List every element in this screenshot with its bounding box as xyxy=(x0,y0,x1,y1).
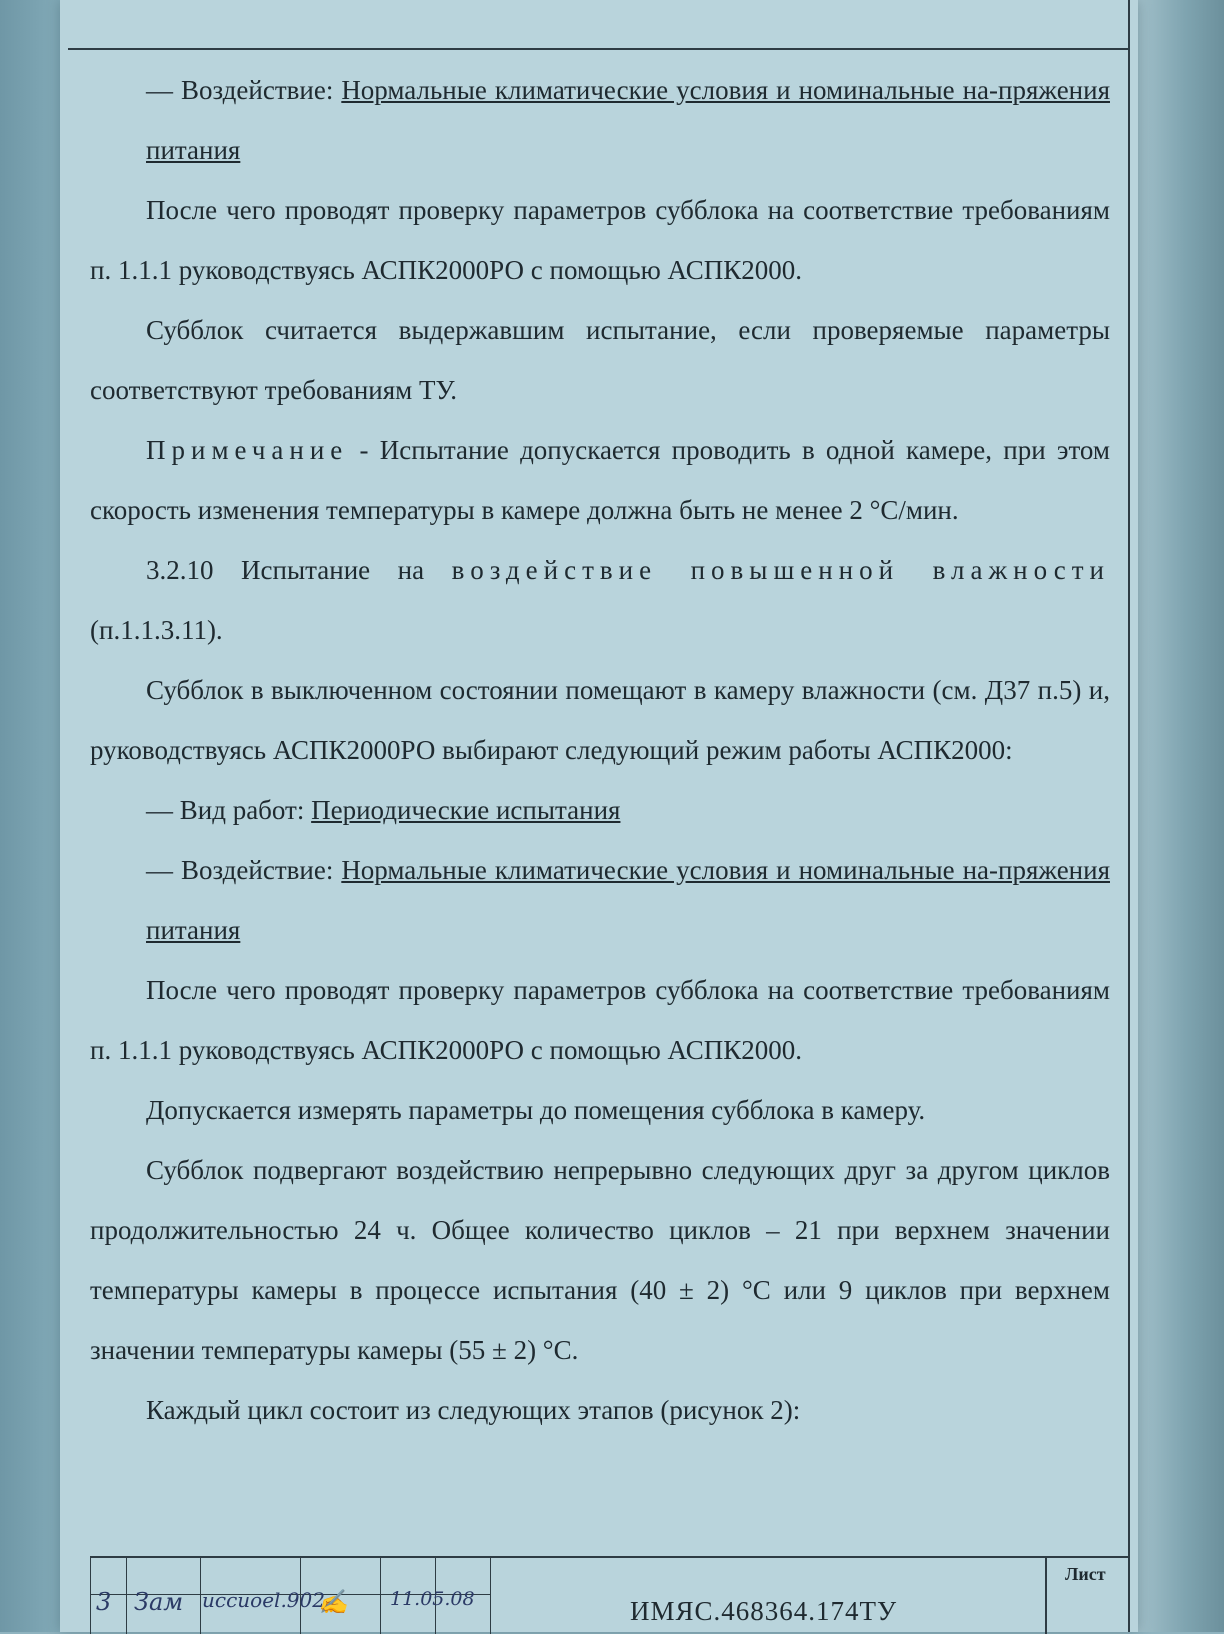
section-heading-3-2-10 xyxy=(90,540,1110,660)
signature: ✍ xyxy=(318,1588,348,1616)
revision-number: 3 xyxy=(96,1588,112,1616)
paragraph-cycle-stages: Каждый цикл состоит из следующих этапов (рисунок 2): xyxy=(146,1395,801,1425)
impact-item-2: — Воздействие: Нормальные климатические условия и номинальные на-пряжения питания xyxy=(146,855,1110,945)
paragraph-passed: Субблок считается выдержавшим испытание, если проверяемые параметры соответствуют требованиям ТУ. xyxy=(90,315,1110,405)
sheet-label: Лист xyxy=(1065,1564,1106,1584)
dash: — xyxy=(146,75,173,105)
note-text: - Испытание допускается проводить в одной камере, при этом скорость изменения температуры в камере должна быть не менее 2 °С/мин. xyxy=(90,435,1110,525)
impact-label: Воздействие: xyxy=(181,75,342,105)
work-type-value: Периодические испытания xyxy=(311,795,621,825)
impact-label-2: Воздействие: xyxy=(181,855,342,885)
impact-value: Нормальные климатические условия и номинальные на-пряжения питания xyxy=(146,75,1110,165)
paragraph-check-1: После чего проводят проверку параметров субблока на соответствие требованиям п. 1.1.1 руководствуясь АСПК2000РО с помощью АСПК2000. xyxy=(90,195,1110,285)
sheet-box xyxy=(1045,1558,1132,1634)
title-block xyxy=(90,1556,1130,1634)
impact-value-2: Нормальные климатические условия и номинальные на-пряжения питания xyxy=(146,855,1110,945)
document-body xyxy=(90,60,1110,1440)
paragraph-cycles: Субблок подвергают воздействию непрерывно следующих друг за другом циклов продолжительностью 24 ч. Общее количество циклов – 21 при верхнем значении температуры камеры в процессе испытания (40 ± 2) °С или 9 циклов при верхнем значении температуры камеры (55 ± 2) °С. xyxy=(90,1155,1110,1365)
section-number: 3.2.10 Испытание на xyxy=(146,555,452,585)
change-doc: иссиоеl.902 xyxy=(202,1588,325,1612)
work-type-label: Вид работ: xyxy=(179,795,312,825)
frame-top-line xyxy=(68,48,1130,50)
background-page-right xyxy=(1128,0,1224,1632)
change-mark: Зам xyxy=(134,1588,184,1616)
note-label: Примечание xyxy=(146,435,349,465)
paragraph-check-2: После чего проводят проверку параметров субблока на соответствие требованиям п. 1.1.1 руководствуясь АСПК2000РО с помощью АСПК2000. xyxy=(90,975,1110,1065)
note xyxy=(90,420,1110,540)
paragraph-measure: Допускается измерять параметры до помещения субблока в камеру. xyxy=(146,1095,926,1125)
change-date: 11.05.08 xyxy=(390,1588,475,1610)
section-ref: (п.1.1.3.11). xyxy=(90,615,223,645)
document-number: ИМЯС.468364.174ТУ xyxy=(630,1596,898,1626)
paragraph-humidity-chamber: Субблок в выключенном состоянии помещают в камеру влажности (см. Д37 п.5) и, руководствуясь АСПК2000РО выбирают следующий режим работы АСПК2000: xyxy=(90,675,1110,765)
section-title: воздействие повышенной влажности xyxy=(451,555,1110,585)
impact-item-1 xyxy=(90,60,1110,180)
frame-right-line xyxy=(1128,0,1130,1632)
work-type-item: — Вид работ: Периодические испытания xyxy=(146,795,621,825)
